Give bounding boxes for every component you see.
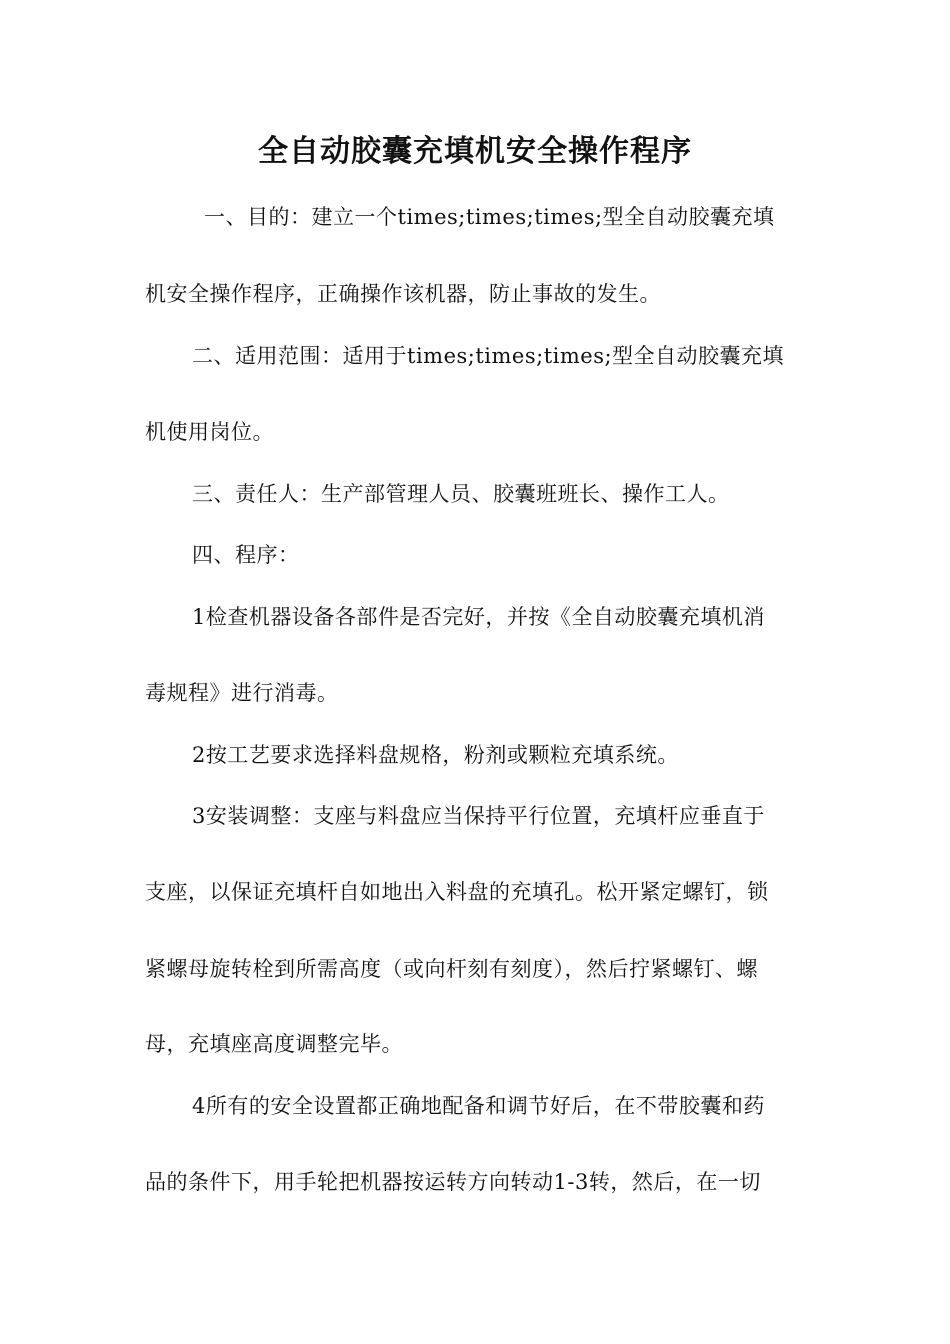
step-3-line-4: 母，充填座高度调整完毕。	[145, 1032, 403, 1056]
paragraph-scope-line-1: 二、适用范围：适用于times;times;times;型全自动胶囊充填	[192, 344, 785, 368]
step-1-line-2: 毒规程》进行消毒。	[145, 681, 339, 705]
paragraph-responsible: 三、责任人：生产部管理人员、胶囊班班长、操作工人。	[192, 482, 730, 506]
step-3-line-1: 3安装调整：支座与料盘应当保持平行位置，充填杆应垂直于	[192, 804, 765, 828]
paragraph-procedure-heading: 四、程序：	[192, 543, 300, 567]
paragraph-scope-line-2: 机使用岗位。	[145, 420, 274, 444]
document-title: 全自动胶囊充填机安全操作程序	[258, 134, 692, 169]
step-4-line-2: 品的条件下，用手轮把机器按运转方向转动1-3转，然后，在一切	[145, 1170, 761, 1194]
step-3-line-3: 紧螺母旋转栓到所需高度（或向杆刻有刻度），然后拧紧螺钉、螺	[145, 957, 758, 981]
step-1-line-1: 1检查机器设备各部件是否完好，并按《全自动胶囊充填机消	[192, 605, 765, 629]
paragraph-purpose-line-2: 机安全操作程序，正确操作该机器，防止事故的发生。	[145, 282, 661, 306]
step-2: 2按工艺要求选择料盘规格，粉剂或颗粒充填系统。	[192, 743, 679, 767]
step-4-line-1: 4所有的安全设置都正确地配备和调节好后，在不带胶囊和药	[192, 1094, 765, 1118]
step-3-line-2: 支座，以保证充填杆自如地出入料盘的充填孔。松开紧定螺钉，锁	[145, 880, 769, 904]
paragraph-purpose-line-1: 一、目的：建立一个times;times;times;型全自动胶囊充填	[204, 205, 775, 229]
